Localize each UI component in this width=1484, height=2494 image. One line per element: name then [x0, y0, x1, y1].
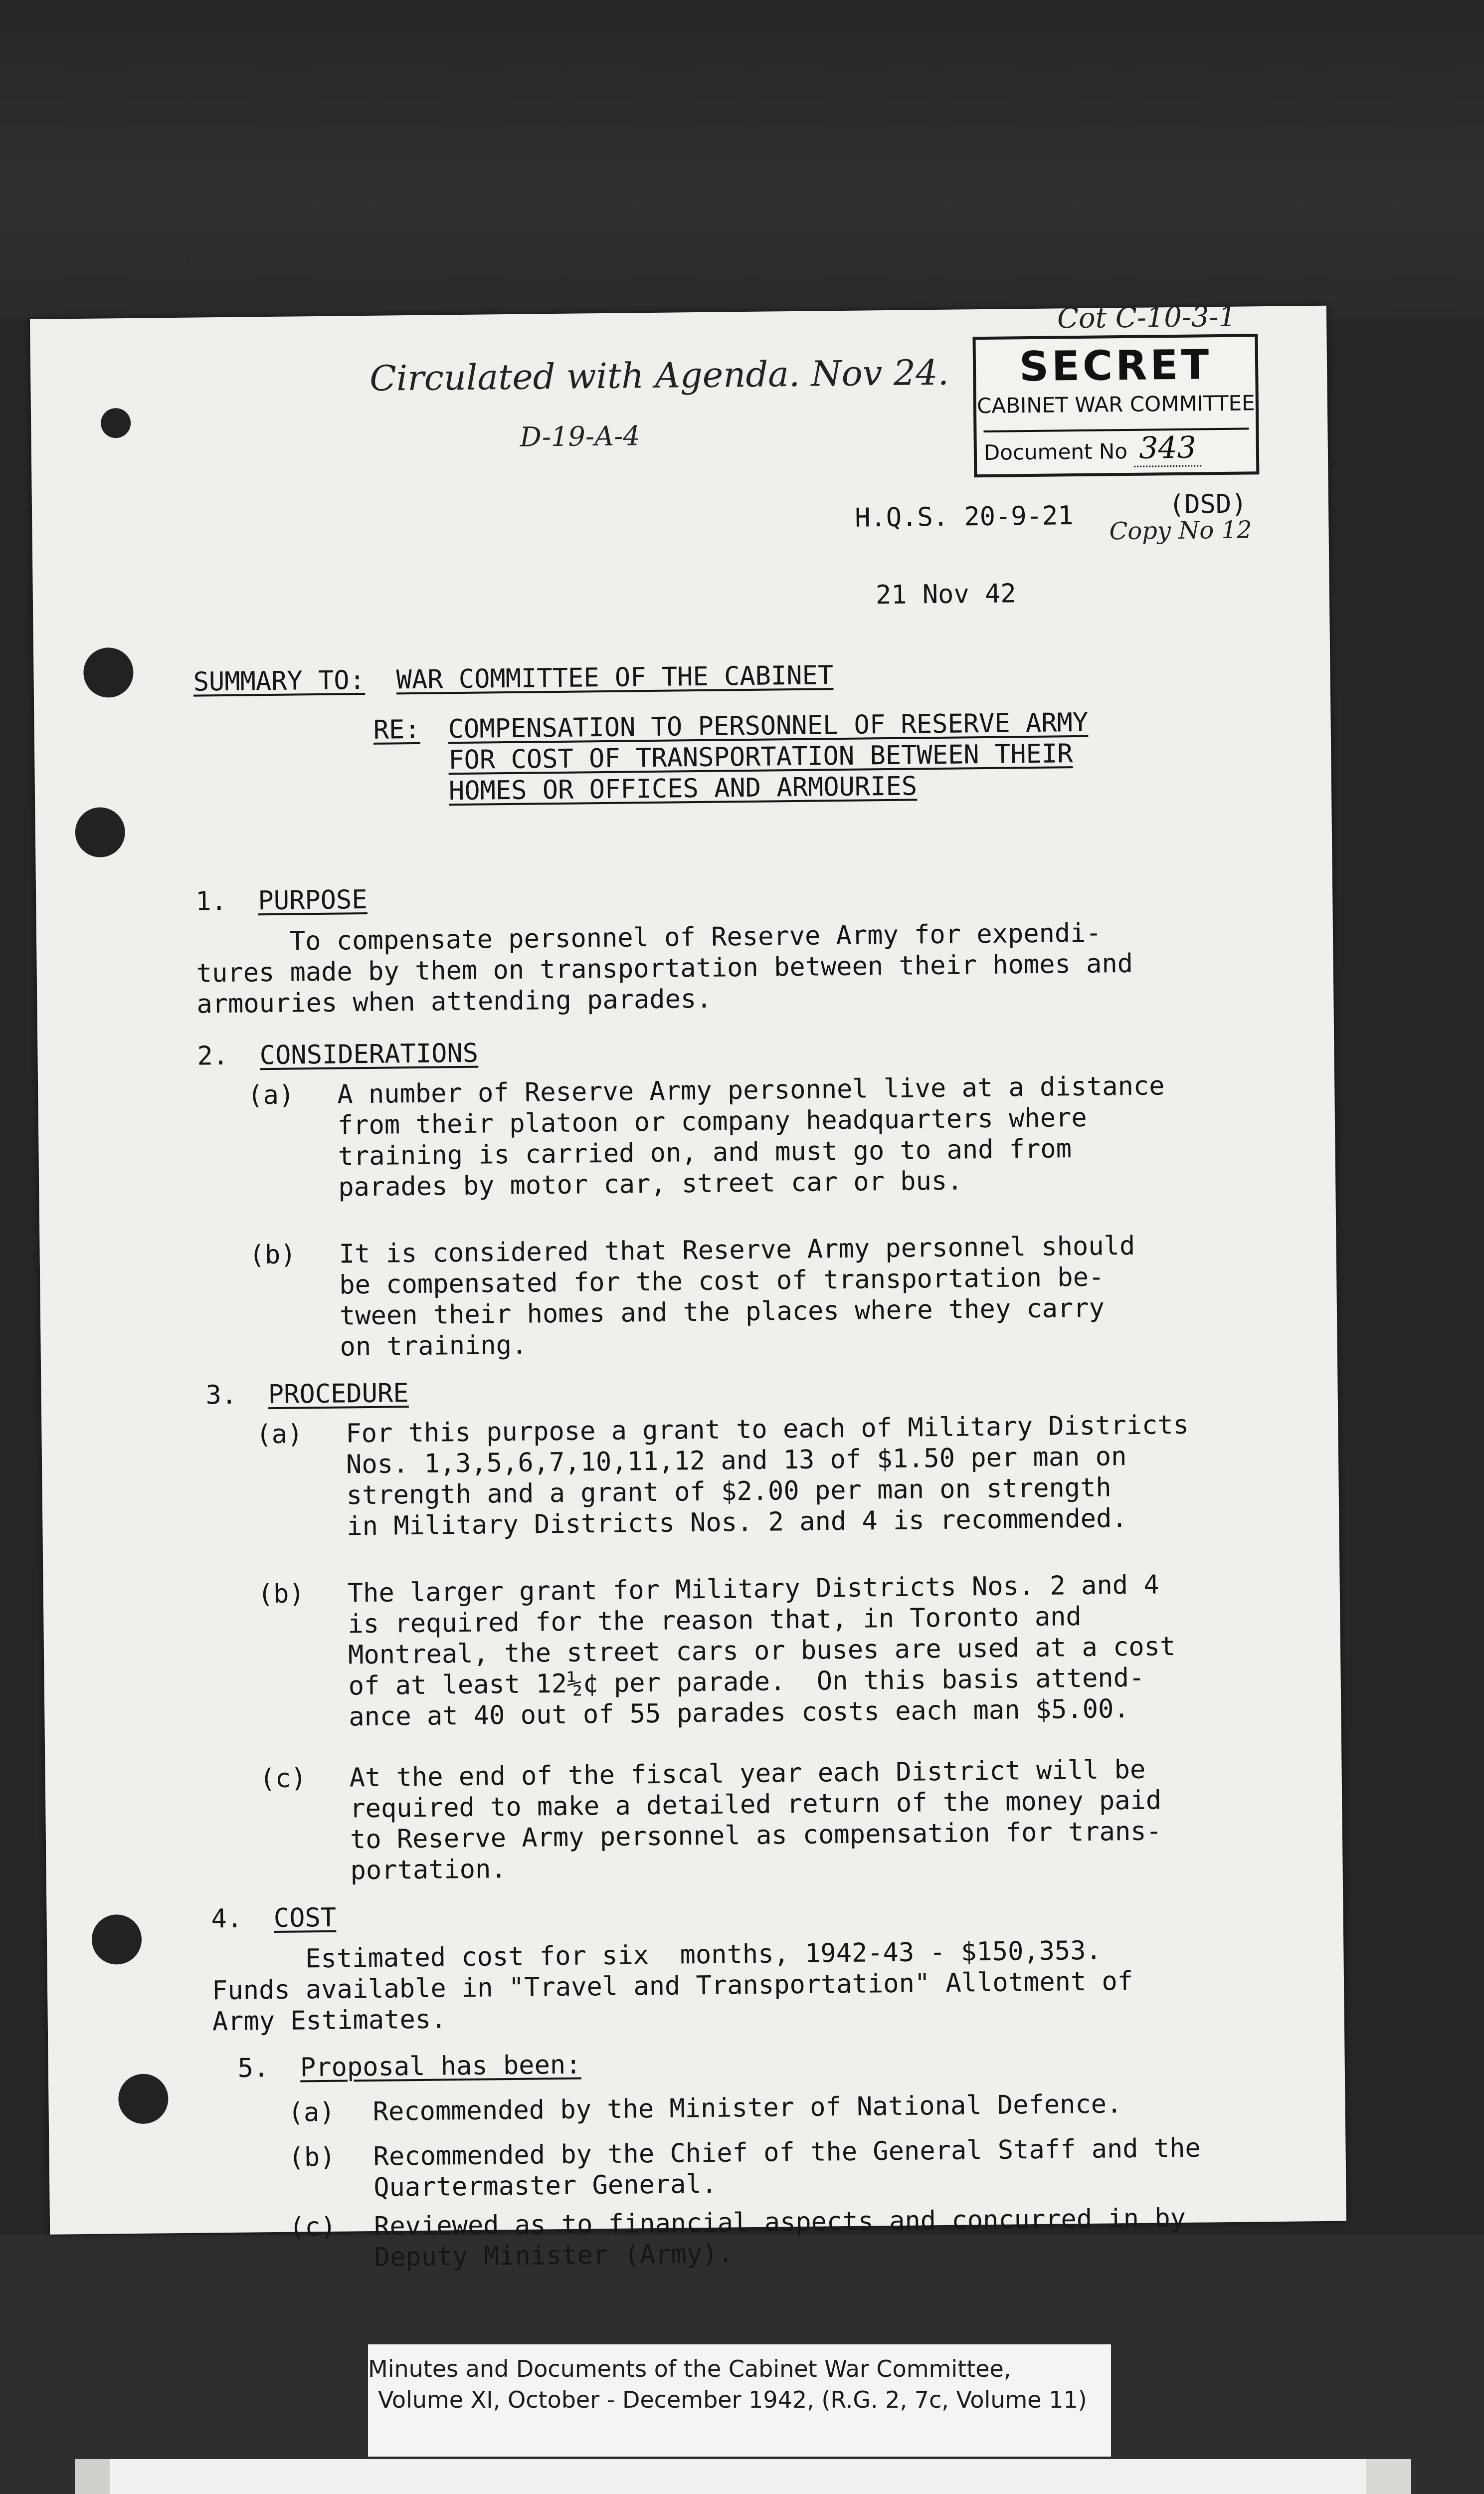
punch-hole	[75, 807, 125, 857]
section-proposal-heading: 5. Proposal has been:	[237, 2050, 581, 2083]
procedure-b-letter: (b)	[257, 1579, 305, 1610]
stamp-committee: CABINET WAR COMMITTEE	[976, 391, 1255, 418]
handwritten-copy-no: Copy No 12	[1109, 516, 1252, 546]
background-top	[0, 0, 1484, 319]
section-cost-heading: 4. COST	[211, 1902, 337, 1934]
considerations-b-text: It is considered that Reserve Army personnel should be compensated for the cost of transportation be- tween their homes and the places where they carry on training.	[339, 1231, 1135, 1362]
document-date: 21 Nov 42	[875, 579, 1016, 611]
procedure-c-text: At the end of the fiscal year each District will be required to make a detailed return of the money paid to Reserve Army personnel as compensation for trans- portation.	[349, 1754, 1162, 1886]
document-sheet	[30, 300, 1346, 2273]
considerations-a-text: A number of Reserve Army personnel live at a distance from their platoon or company headquarters where training is carried on, and must go to and from parades by motor car, street car or bus.	[337, 1071, 1165, 1203]
proposal-a-text: Recommended by the Minister of National Defence.	[372, 2089, 1122, 2127]
dsd-mark: (DSD)	[1168, 489, 1247, 520]
secret-stamp	[972, 334, 1259, 477]
procedure-a-text: For this purpose a grant to each of Military Districts Nos. 1,3,5,6,7,10,11,12 and 13 of $1.50 per man on strength and a grant of $2.00 per man on strength in Military Districts Nos. 2 and 4 is recommended.	[346, 1410, 1189, 1542]
stamp-doc-label: Document No	[983, 438, 1128, 465]
considerations-b-letter: (b)	[249, 1240, 296, 1270]
procedure-a-letter: (a)	[256, 1419, 303, 1450]
proposal-a-letter: (a)	[288, 2097, 335, 2128]
section-considerations-heading: 2. CONSIDERATIONS	[197, 1038, 479, 1071]
file-number: H.Q.S. 20-9-21	[854, 501, 1074, 533]
proposal-b-letter: (b)	[288, 2142, 336, 2173]
handwritten-corner-ref: Cot C-10-3-1	[1057, 300, 1237, 335]
summary-line	[193, 660, 833, 697]
public-archives-banner	[75, 2459, 1411, 2494]
archive-caption-label	[368, 2344, 1111, 2457]
section-purpose-heading: 1. PURPOSE	[195, 884, 368, 917]
section-procedure-heading: 3. PROCEDURE	[205, 1378, 409, 1411]
stamp-title: SECRET	[1019, 341, 1212, 391]
re-label: RE:	[373, 714, 420, 745]
caption-line-2: Volume XI, October - December 1942, (R.G. 2, 7c, Volume 11)	[378, 2386, 1087, 2413]
punch-hole	[92, 1914, 142, 1965]
handwritten-circulated-note: Circulated with Agenda. Nov 24.	[369, 352, 949, 399]
proposal-b-text: Recommended by the Chief of the General Staff and the Quartermaster General.	[373, 2133, 1201, 2203]
summary-label: SUMMARY TO:	[193, 665, 366, 697]
archives-edge-strip	[1366, 2459, 1411, 2494]
stamp-doc-number: 343	[1134, 430, 1201, 467]
stamp-document-number	[983, 427, 1249, 467]
proposal-c-text: Reviewed as to financial aspects and concurred in by Deputy Minister (Army).	[373, 2203, 1186, 2273]
section-cost-text: Estimated cost for six months, 1942-43 - $150,353. Funds available in "Travel and Transportation" Allotment of Army Estimates.	[211, 1935, 1133, 2037]
considerations-a-letter: (a)	[247, 1080, 295, 1111]
punch-hole	[83, 647, 134, 698]
caption-line-1: Minutes and Documents of the Cabinet War Committee,	[368, 2355, 1011, 2382]
punch-hole	[118, 2074, 169, 2124]
re-subject: COMPENSATION TO PERSONNEL OF RESERVE ARMY FOR COST OF TRANSPORTATION BETWEEN THEIR HOMES OR OFFICES AND ARMOURIES	[448, 707, 1089, 807]
punch-hole	[101, 408, 131, 438]
proposal-c-letter: (c)	[289, 2212, 337, 2243]
procedure-b-text: The larger grant for Military Districts Nos. 2 and 4 is required for the reason that, in Toronto and Montreal, the street cars or buses are used at a cost of at least 12½¢ per parade. On this basis attend- ance at 40 out of 55 parades costs each man $5.00.	[347, 1570, 1176, 1732]
procedure-c-letter: (c)	[259, 1763, 307, 1794]
summary-target: WAR COMMITTEE OF THE CABINET	[396, 660, 834, 695]
section-purpose-text: To compensate personnel of Reserve Army for expendi- tures made by them on transportation between their homes and armouries when attending parades.	[196, 918, 1133, 1020]
handwritten-file-ref: D-19-A-4	[520, 420, 640, 453]
